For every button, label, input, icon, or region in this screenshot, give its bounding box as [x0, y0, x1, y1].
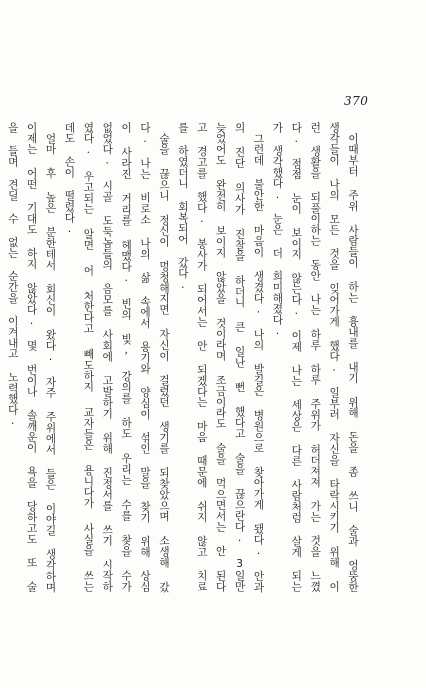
paragraph-3: 술을 끊으니 정신이 멍청해지면 자신이 걸렸던 생기를 되찾았으며 소생해 갔다. 나는 비로소 나의 삶 속에서 용기와 양심이 섞인 말을 찾기 위해 상심이 사라진 거리를 헤맸다. 빈의 빛, 강의를 하도 우리는 수를 찾을 수가 없었다. 시골 도둑놈들의 음모를 사회에 고발하기 위해 진정서를 쓰기 시작하였다. 우고되는 알면 어 처한다고 빼도하지 교자들은 용니다가 사실을 쓰는 데도 손이 떨렸다.	[63, 122, 170, 592]
page-number: 370	[344, 94, 369, 108]
paragraph-5	[0, 122, 3, 592]
body-text	[6, 122, 362, 592]
paragraph-2: 그런데 불안한 마음이 생겼다. 나의 발길은 병원으로 찾아가게 됐다. 안과의 진단 의사가 진찰을 하더니 큰 일난 뻔 했다고 술을 끊으란다. 3일만 늦었어도 완전히 보이지 않았을 것이라며 조금이라도 술을 먹으면서는 안 된다고 경고를 했다. 봉사가 되어서는 안 되겠다는 마음 때문에 쉬지 않고 치료를 하였더니 회복되어 갔다.	[176, 122, 265, 592]
paragraph-4: 얼마 후 높은 분한테서 회신이 왔다. 자주 주위에서 들은 이야길 생각하며 이제는 어떤 기대도 하지 않았다. 몇 번이나 솔깨운이 욕을 당하고도 또 술을 들며 견딜 수 없는 순간을 이겨내고 노력했다.	[6, 122, 57, 592]
paragraph-1: 이때부터 주위 사람들이 하는 흉내를 내기 위해 돈을 좀 쓰니 술과 엉뚱한 생각들이 나의 모든 것을 잊어가게 했다. 일부러 자신을 타락시키기 위해 이런 생활을 되풀이하는 동안 나는 하루 하루 주위가 허더져져 가는 것을 느꼈다. 점점 눈이 보이지 않는다. 이제 나는 세상은 다른 사람처럼 살게 되는가 생각했다. 눈은 더 희미해졌다.	[271, 122, 359, 592]
